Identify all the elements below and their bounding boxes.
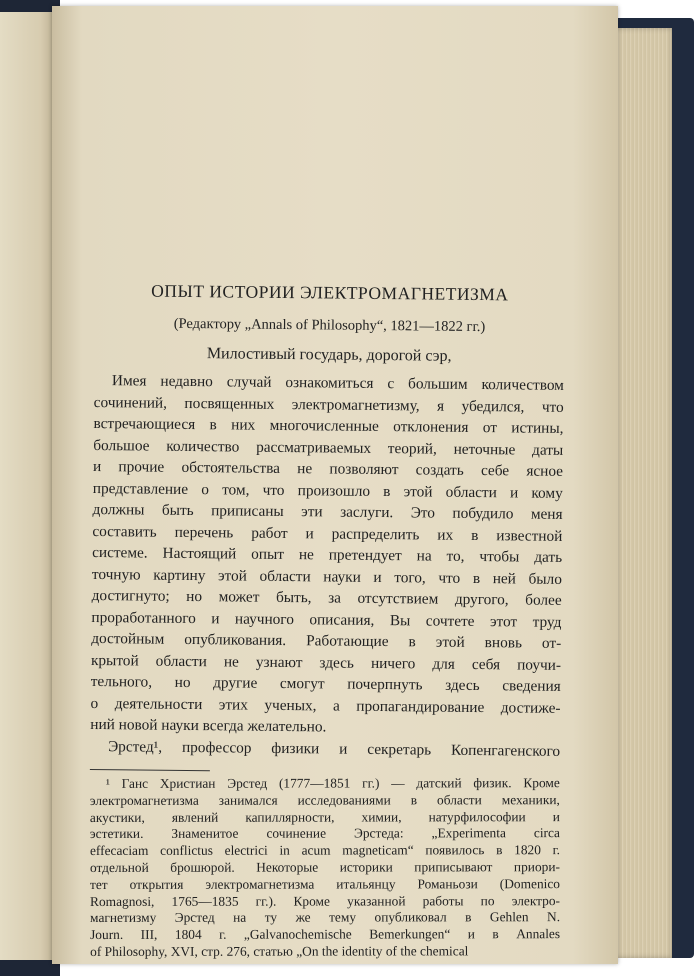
- body-line: сочинений, посвященных электромагнетизму, я убедился, что: [93, 393, 564, 416]
- footnote-line: акустики, явлений капиллярности, химии, натурфилософии и: [89, 808, 560, 825]
- footnote-line: of Philosophy, XVI, стр. 276, статью „On the identity of the chemical: [90, 943, 469, 959]
- page-content: [88, 280, 565, 966]
- footnote-line: Romagnosi, 1765—1835 гг.). Кроме указанной работы по электро-: [90, 892, 561, 909]
- footnote-line: ¹ Ганс Христиан Эрстед (1777—1851 гг.) — датский физик. Кроме: [105, 775, 560, 791]
- body-line: Имея недавно случай ознакомиться с большим количеством: [111, 372, 565, 394]
- body-line: Эрстед¹, профессор физики и секретарь Копенгагенского: [108, 737, 561, 760]
- body-text: [90, 370, 564, 762]
- body-line: должны быть приписаны эти заслуги. Это побудило меня: [92, 500, 563, 523]
- body-line: системе. Настоящий опыт не претендует на то, чтобы дать: [92, 543, 563, 566]
- body-line: достойным опубликования. Работающие в этой вновь от-: [91, 629, 562, 652]
- body-line: представление о том, что произошло в этой области и кому: [92, 479, 563, 502]
- footnote: [90, 775, 560, 961]
- footnote-line: effecacіam conflictus electrici in acum magneticam“ появилось в 1820 г.: [89, 842, 560, 859]
- footnote-line: эстетики. Знаменитое сочинение Эрстеда: „Experimenta circa: [89, 825, 560, 842]
- body-line: тельного, но другие смогут почерпнуть здесь сведения: [90, 672, 561, 695]
- footnote-line: тет открытия электромагнетизма итальянцу Романьози (Domenico: [89, 875, 561, 892]
- chapter-subtitle: (Редактору „Annals of Philosophy“, 1821—1822 гг.): [173, 315, 486, 336]
- body-line: встречающиеся в них многочисленные отклонения от истины,: [93, 414, 564, 437]
- footnote-line: отдельной брошюрой. Некоторые историки приписывают приори-: [89, 859, 560, 875]
- body-line: и прочие обстоятельства не позволяют создать себе ясное: [92, 457, 564, 480]
- chapter-title: ОПЫТ ИСТОРИИ ЭЛЕКТРОМАГНЕТИЗМА: [151, 280, 509, 305]
- footnote-divider: [90, 769, 210, 771]
- body-line: о деятельности этих ученых, а пропагандирование достиже-: [90, 694, 561, 717]
- footnote-line: магнетизму Эрстед на ту же тему опубликовал в Gehlen N.: [90, 909, 561, 926]
- body-line: точную картину этой области науки и того, что в ней было: [91, 565, 562, 588]
- body-line: достигнуто; но может быть, за отсутствием другого, более: [91, 586, 562, 609]
- body-line: составить перечень работ и распределить их в известной: [92, 522, 563, 545]
- footnote-line: Journ. III, 1804 г. „Galvanochemische Bemerkungen“ и в Annales: [90, 926, 561, 943]
- left-page-edge: [0, 12, 58, 960]
- footnote-line: электромагнетизма занимался исследованиями в области механики,: [89, 791, 560, 808]
- salutation: Милостивый государь, дорогой сэр,: [206, 345, 452, 365]
- body-line: крытой области не узнают здесь ничего для себя поучи-: [90, 651, 562, 674]
- body-line: проработанного и научного описания, Вы сочтете этот труд: [91, 608, 562, 631]
- body-line: большое количество рассматриваемых теорий, неточные даты: [93, 436, 564, 459]
- body-line: ний новой науки всегда желательно.: [90, 715, 327, 736]
